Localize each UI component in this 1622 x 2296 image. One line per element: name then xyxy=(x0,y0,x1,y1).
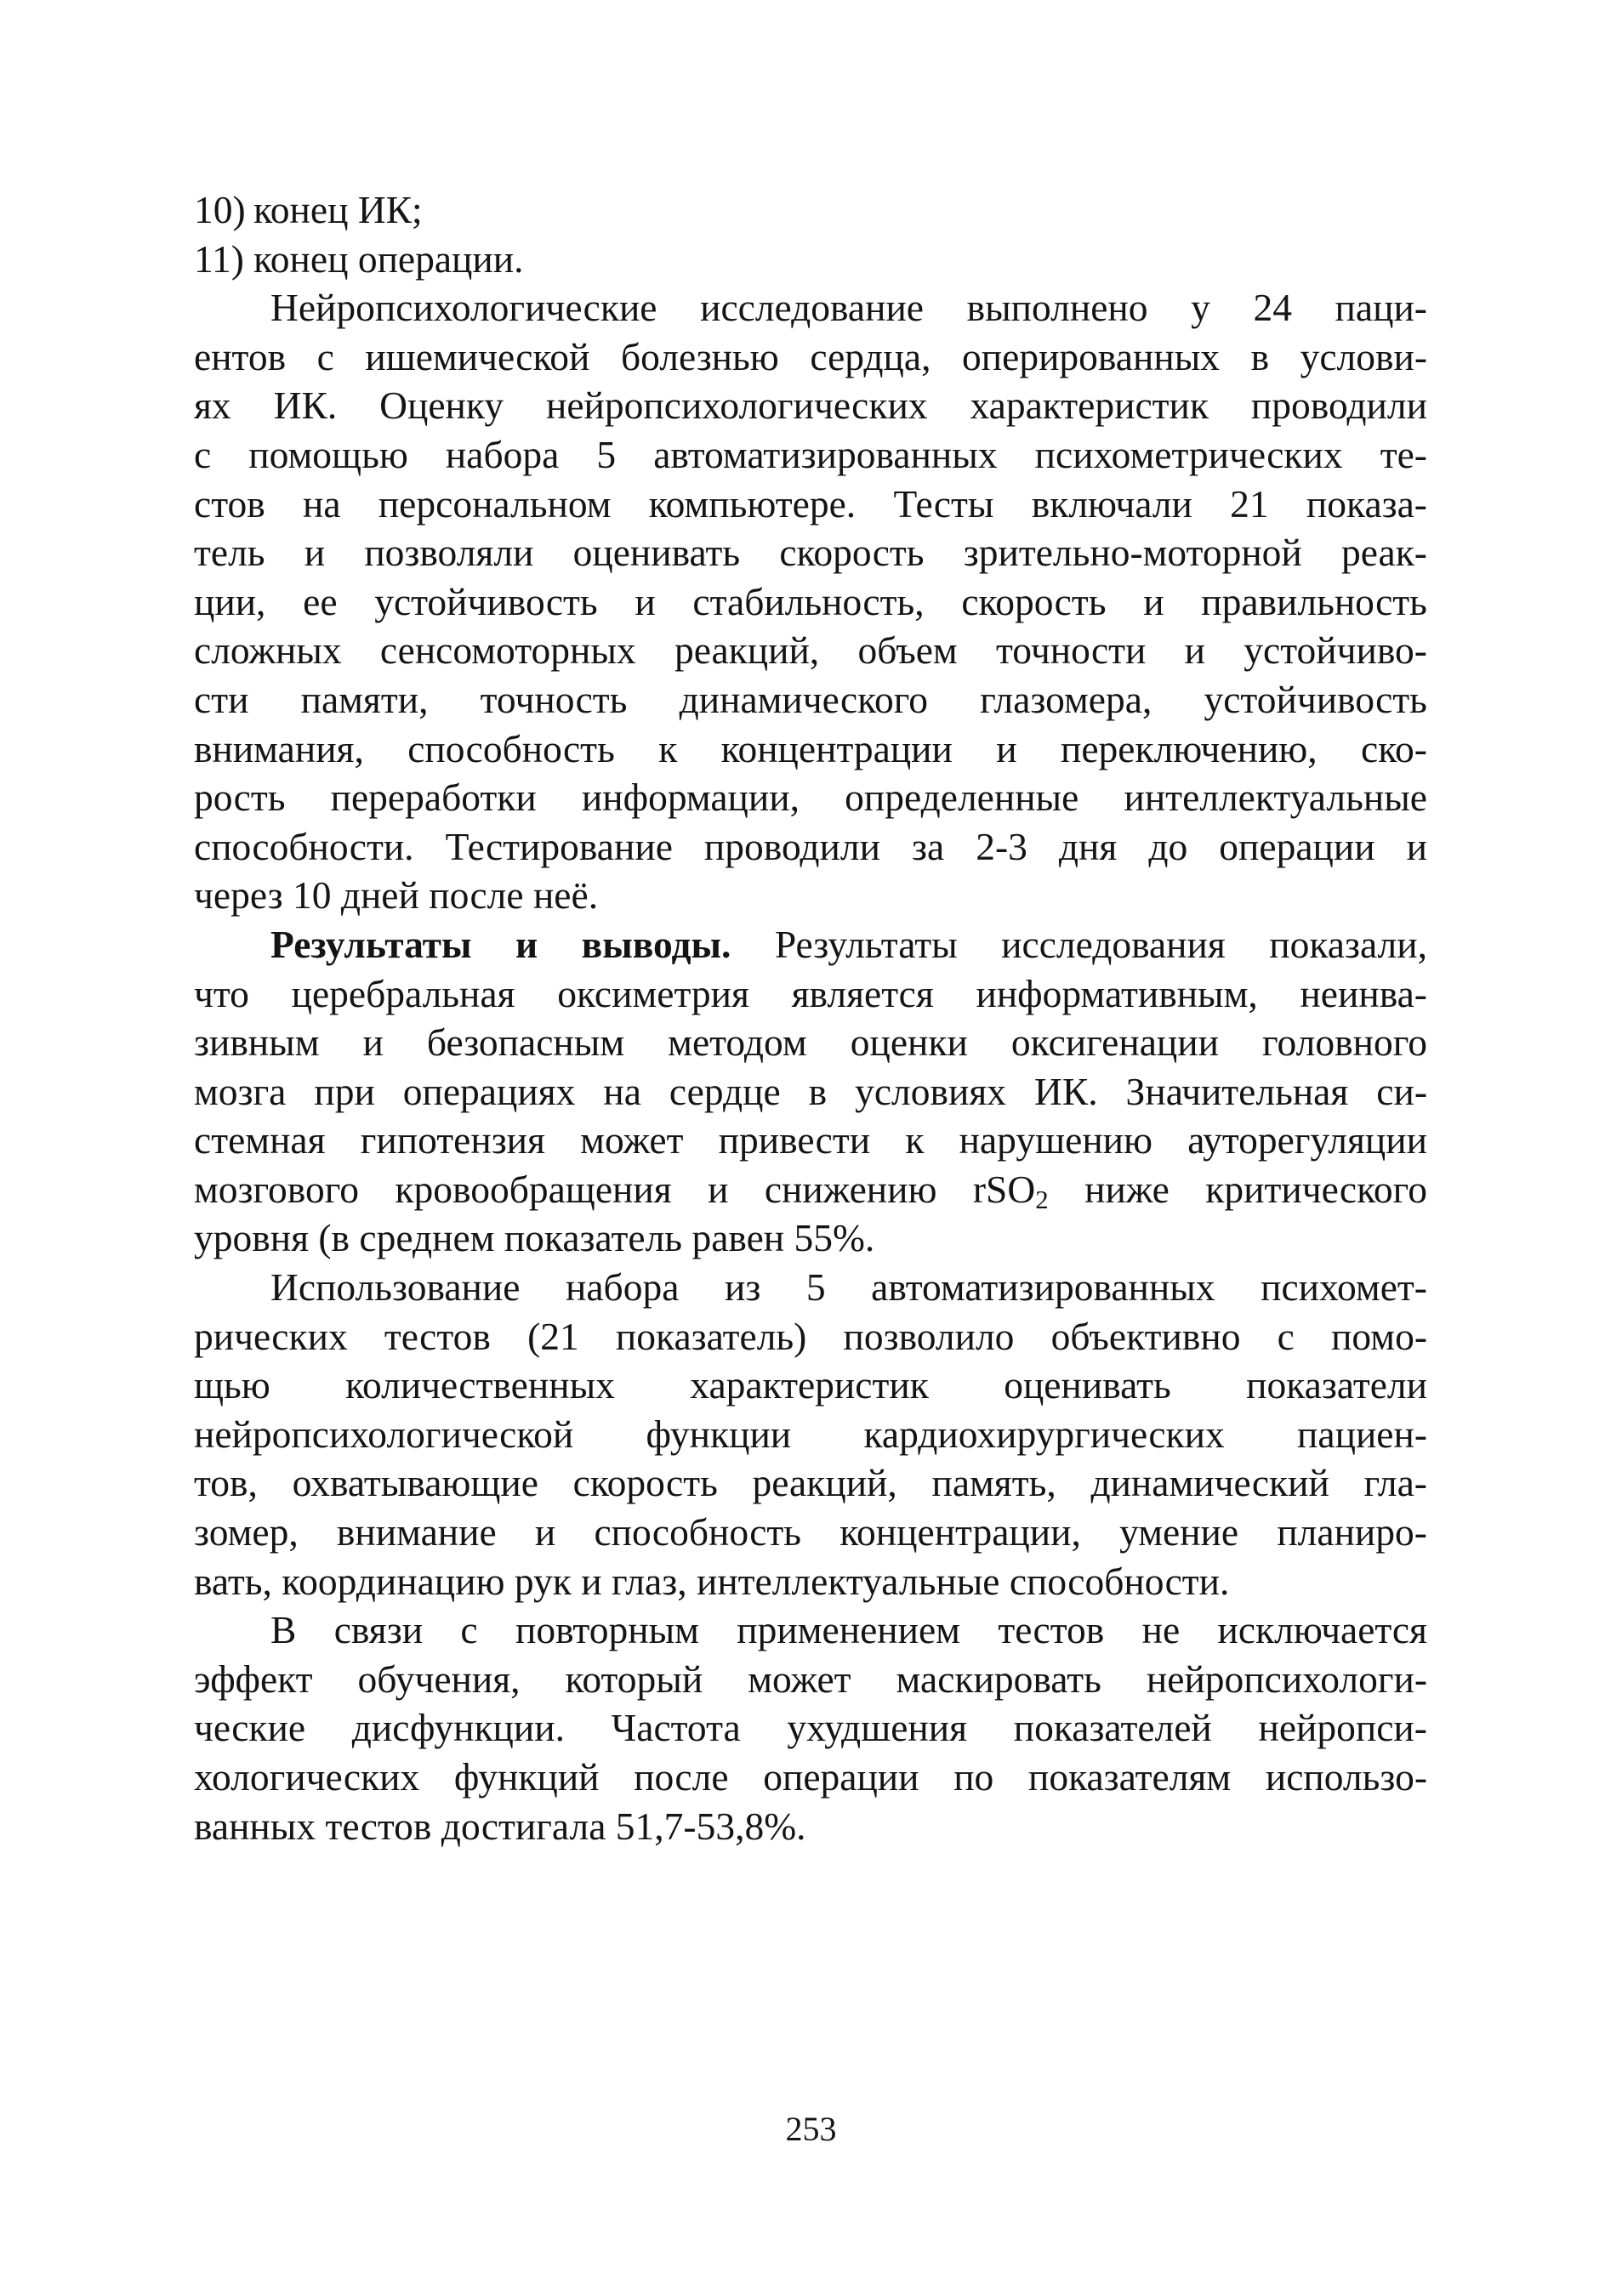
word: оксигенации xyxy=(1010,1020,1219,1065)
word: кардиохирургических xyxy=(863,1412,1225,1456)
word: интеллектуальные xyxy=(1124,776,1427,820)
word: rSO$_2$ xyxy=(972,1167,1049,1214)
text-line xyxy=(194,1312,1427,1361)
word: тов, xyxy=(194,1461,258,1505)
paragraph xyxy=(194,1263,1427,1605)
word: дисфункции. xyxy=(351,1706,565,1750)
paragraph xyxy=(194,920,1427,1263)
word: мозгового xyxy=(194,1167,359,1211)
word: исследование xyxy=(700,286,925,330)
word: оксиметрия xyxy=(557,971,749,1015)
word: и xyxy=(581,1559,602,1603)
word: головного xyxy=(1261,1020,1427,1065)
word: мозга xyxy=(194,1069,287,1113)
word: устойчивость xyxy=(1204,677,1427,721)
word: устойчиво- xyxy=(1244,628,1427,673)
text-line xyxy=(194,675,1427,725)
word: рических xyxy=(194,1314,348,1358)
word: через xyxy=(194,873,283,918)
word: включали xyxy=(1031,481,1192,526)
word: ско- xyxy=(1361,726,1427,770)
list-item xyxy=(194,185,1427,235)
word: набора xyxy=(445,432,560,476)
word: гипотензия xyxy=(360,1118,545,1162)
word: 5 xyxy=(805,1265,826,1310)
word: точность xyxy=(480,677,628,721)
word: тестов xyxy=(325,1804,432,1848)
word: си- xyxy=(1376,1069,1427,1113)
word: который xyxy=(565,1657,703,1701)
word: ИК. xyxy=(1033,1069,1098,1113)
word: к xyxy=(658,726,678,770)
word: гла- xyxy=(1363,1461,1427,1505)
word: эффект xyxy=(194,1657,313,1701)
word: ческие xyxy=(194,1706,306,1750)
text-line xyxy=(194,920,1427,969)
word: 2-3 xyxy=(976,824,1027,868)
word: набора xyxy=(566,1265,680,1310)
text-line xyxy=(194,822,1427,872)
word: и xyxy=(1184,628,1206,673)
word: в xyxy=(808,1069,828,1113)
word: Нейропсихологические xyxy=(270,286,657,330)
word: среднем xyxy=(359,1216,495,1260)
word: автоматизированных xyxy=(871,1265,1215,1310)
word: что xyxy=(194,971,249,1015)
word: дней xyxy=(340,873,419,918)
word: обучения, xyxy=(357,1657,521,1701)
word: у xyxy=(1191,286,1210,330)
word: информативным, xyxy=(976,971,1258,1015)
word: по xyxy=(953,1755,994,1799)
word: объективно xyxy=(1050,1314,1241,1358)
word: тестов xyxy=(384,1314,491,1358)
word: Тестирование xyxy=(445,824,673,868)
word: характеристик xyxy=(970,384,1209,428)
word: динамического xyxy=(679,677,929,721)
word: точности xyxy=(996,628,1147,673)
word: нейропси- xyxy=(1258,1706,1427,1750)
text-line xyxy=(194,528,1427,577)
word: интеллектуальные xyxy=(696,1559,1000,1603)
word: вать, xyxy=(194,1559,272,1603)
text-line xyxy=(194,773,1427,822)
text-line xyxy=(194,1508,1427,1557)
text-line xyxy=(194,969,1427,1019)
text-line xyxy=(194,283,1427,332)
word: оперированных xyxy=(962,334,1221,378)
word: характеристик xyxy=(690,1363,929,1407)
word: скорость xyxy=(779,531,925,575)
word: Использование xyxy=(270,1265,521,1310)
text-line xyxy=(194,1213,1427,1263)
word: проводили xyxy=(703,824,880,868)
word: выполнено xyxy=(966,286,1148,330)
word: с xyxy=(460,1608,478,1652)
word: координацию xyxy=(282,1559,505,1603)
word: безопасным xyxy=(426,1020,625,1065)
word: правильность xyxy=(1201,579,1427,623)
body-text xyxy=(194,185,1427,1850)
word: достигала xyxy=(441,1804,606,1848)
word: и xyxy=(996,726,1017,770)
text-line xyxy=(194,1802,1427,1851)
word: рость xyxy=(194,776,286,820)
word: после xyxy=(429,873,524,918)
word: применением xyxy=(737,1608,960,1652)
word: стабильность, xyxy=(692,579,925,623)
word: с xyxy=(194,432,212,476)
word: скорость xyxy=(961,579,1107,623)
word: рук xyxy=(514,1559,572,1603)
word: глазомера, xyxy=(980,677,1152,721)
word: ции, xyxy=(194,579,266,623)
heading-word: выводы. xyxy=(581,922,731,966)
word: 51,7-53,8%. xyxy=(615,1804,806,1848)
word: 5 xyxy=(596,432,617,476)
word: 24 xyxy=(1253,286,1292,330)
word: болезнью xyxy=(620,334,779,378)
word: паци- xyxy=(1335,286,1427,330)
word: методом xyxy=(668,1020,807,1065)
word: и xyxy=(1406,824,1427,868)
word: реакций, xyxy=(674,628,820,673)
word: стов xyxy=(194,481,265,526)
word: тестов xyxy=(998,1608,1105,1652)
word: умение xyxy=(1119,1510,1239,1554)
word: глаз, xyxy=(611,1559,687,1603)
word: стемная xyxy=(194,1118,326,1162)
word: позволяли xyxy=(364,531,534,575)
word: исключается xyxy=(1217,1608,1427,1652)
word: психомет- xyxy=(1261,1265,1427,1310)
word: в xyxy=(1250,334,1270,378)
word: операции xyxy=(763,1755,919,1799)
word: на xyxy=(603,1069,641,1113)
word: определенные xyxy=(845,776,1079,820)
word: способности. xyxy=(1009,1559,1230,1603)
word: и xyxy=(1143,579,1164,623)
word: показатель) xyxy=(615,1314,807,1358)
word: памяти, xyxy=(300,677,429,721)
text-line xyxy=(194,1361,1427,1410)
word: операции xyxy=(1219,824,1375,868)
word: персональном xyxy=(378,481,612,526)
text-line xyxy=(194,577,1427,627)
word: проводили xyxy=(1250,384,1427,428)
word: количественных xyxy=(345,1363,615,1407)
word: переключению, xyxy=(1060,726,1318,770)
word: Тесты xyxy=(893,481,994,526)
heading-word: и xyxy=(515,922,538,966)
word: может xyxy=(748,1657,851,1701)
text-line xyxy=(194,1263,1427,1312)
word: способность xyxy=(594,1510,802,1554)
word: дня xyxy=(1058,824,1118,868)
word: реакций, xyxy=(752,1461,897,1505)
text-line xyxy=(194,1703,1427,1753)
word: автоматизированных xyxy=(653,432,998,476)
word: привести xyxy=(718,1118,871,1162)
word: функции xyxy=(646,1412,792,1456)
word: и xyxy=(362,1020,384,1065)
text-line xyxy=(194,1605,1427,1655)
page-number: 253 xyxy=(785,2110,837,2148)
word: не xyxy=(1141,1608,1181,1652)
word: использо- xyxy=(1265,1755,1427,1799)
list-item xyxy=(194,235,1427,284)
word: психометрических xyxy=(1034,432,1343,476)
text-line xyxy=(194,1753,1427,1802)
word: показа- xyxy=(1306,481,1427,526)
word: к xyxy=(905,1118,925,1162)
word: операциях xyxy=(402,1069,576,1113)
list-item-number: 11) xyxy=(194,236,244,281)
word: является xyxy=(791,971,934,1015)
word: память, xyxy=(931,1461,1056,1505)
word: показателей xyxy=(1013,1706,1212,1750)
text-line xyxy=(194,430,1427,480)
text-line xyxy=(194,1655,1427,1704)
word: В xyxy=(270,1608,297,1652)
word: равен xyxy=(691,1216,785,1260)
word: устойчивость xyxy=(374,579,598,623)
word: Оценку xyxy=(379,384,504,428)
word: показатель xyxy=(504,1216,683,1260)
word: ентов xyxy=(194,334,287,378)
list-item-number: 10) xyxy=(194,188,246,231)
word: до xyxy=(1148,824,1188,868)
word: и xyxy=(304,531,326,575)
word: концентрации xyxy=(720,726,953,770)
word: показали, xyxy=(1269,922,1427,966)
word: оценивать xyxy=(572,531,741,575)
word: 55%. xyxy=(794,1216,875,1260)
word: Результаты xyxy=(774,922,958,966)
word: нейропсихологической xyxy=(194,1412,574,1456)
word: повторным xyxy=(515,1608,699,1652)
word: сенсомоторных xyxy=(379,628,636,673)
word: способности. xyxy=(194,824,414,868)
word: ауторегуляции xyxy=(1187,1118,1427,1162)
word: ИК. xyxy=(273,384,338,428)
word: переработки xyxy=(330,776,537,820)
word: концентрации, xyxy=(839,1510,1081,1554)
text-line xyxy=(194,332,1427,382)
word: те- xyxy=(1380,432,1427,476)
text-line xyxy=(194,381,1427,430)
word: ванных xyxy=(194,1804,316,1848)
word: внимания, xyxy=(194,726,364,770)
word: при xyxy=(314,1069,375,1113)
word: пациен- xyxy=(1297,1412,1427,1456)
word: условиях xyxy=(855,1069,1007,1113)
word: связи xyxy=(333,1608,424,1652)
text-line xyxy=(194,480,1427,529)
word: церебральная xyxy=(291,971,515,1015)
word: из xyxy=(724,1265,761,1310)
word: ухудшения xyxy=(787,1706,968,1750)
word: щью xyxy=(194,1363,270,1407)
word: сти xyxy=(194,677,249,721)
word: компьютере. xyxy=(648,481,857,526)
paragraphs xyxy=(194,283,1427,1850)
text-line xyxy=(194,1018,1427,1067)
word: помощью xyxy=(248,432,408,476)
word: позволило xyxy=(843,1314,1015,1358)
word: нейропсихологи- xyxy=(1146,1657,1427,1701)
paragraph xyxy=(194,283,1427,920)
text-line xyxy=(194,1458,1427,1508)
word: ях xyxy=(194,384,231,428)
word: тель xyxy=(194,531,265,575)
text-line xyxy=(194,1165,1427,1214)
word: (в xyxy=(318,1216,350,1260)
word: Значительная xyxy=(1125,1069,1349,1113)
word: и xyxy=(534,1510,556,1554)
word: критического xyxy=(1205,1167,1427,1211)
word: способность xyxy=(407,726,615,770)
word: скорость xyxy=(572,1461,718,1505)
word: 21 xyxy=(1230,481,1269,526)
text-line xyxy=(194,1557,1427,1606)
word: маскировать xyxy=(896,1657,1101,1701)
word: и xyxy=(635,579,656,623)
word: объем xyxy=(857,628,958,673)
word: сердце xyxy=(669,1069,781,1113)
word: зрительно-моторной xyxy=(963,531,1302,575)
word: (21 xyxy=(527,1314,579,1358)
word: функций xyxy=(453,1755,600,1799)
heading-word: Результаты xyxy=(270,922,472,966)
word: 10 xyxy=(292,873,332,918)
word: после xyxy=(634,1755,729,1799)
text-line xyxy=(194,1410,1427,1459)
text-line xyxy=(194,871,1427,920)
text-line xyxy=(194,626,1427,675)
word: на xyxy=(303,481,341,526)
word: внимание xyxy=(336,1510,497,1554)
word: зомер, xyxy=(194,1510,299,1554)
word: Частота xyxy=(611,1706,741,1750)
word: с xyxy=(1277,1314,1295,1358)
word: нарушению xyxy=(959,1118,1153,1162)
word: хологических xyxy=(194,1755,420,1799)
list-item-text: конец операции. xyxy=(253,236,524,281)
word: может xyxy=(580,1118,684,1162)
word: показателям xyxy=(1027,1755,1232,1799)
word: услови- xyxy=(1300,334,1427,378)
word: кровообращения xyxy=(395,1167,672,1211)
word: оценки xyxy=(850,1020,968,1065)
word: оценивать xyxy=(1004,1363,1171,1407)
word: неинва- xyxy=(1300,971,1427,1015)
word: уровня xyxy=(194,1216,310,1260)
word: с xyxy=(316,334,334,378)
word: показатели xyxy=(1246,1363,1427,1407)
word: сердца, xyxy=(810,334,931,378)
text-line xyxy=(194,725,1427,774)
word: охватывающие xyxy=(292,1461,538,1505)
word: помо- xyxy=(1331,1314,1427,1358)
word: зивным xyxy=(194,1020,320,1065)
word: нейропсихологических xyxy=(546,384,928,428)
paragraph xyxy=(194,1605,1427,1850)
word: планиро- xyxy=(1277,1510,1427,1554)
word: ее xyxy=(303,579,338,623)
word: информации, xyxy=(581,776,800,820)
text-line xyxy=(194,1116,1427,1165)
word: и xyxy=(708,1167,729,1211)
text-line xyxy=(194,1067,1427,1117)
word: реак- xyxy=(1341,531,1427,575)
word: сложных xyxy=(194,628,342,673)
word: за xyxy=(911,824,945,868)
word: исследования xyxy=(1001,922,1226,966)
word: ниже xyxy=(1084,1167,1170,1211)
word: неё. xyxy=(532,873,599,918)
word: ишемической xyxy=(365,334,590,378)
word: динамический xyxy=(1090,1461,1329,1505)
word: снижению xyxy=(764,1167,937,1211)
list-item-text: конец ИК; xyxy=(253,188,423,231)
